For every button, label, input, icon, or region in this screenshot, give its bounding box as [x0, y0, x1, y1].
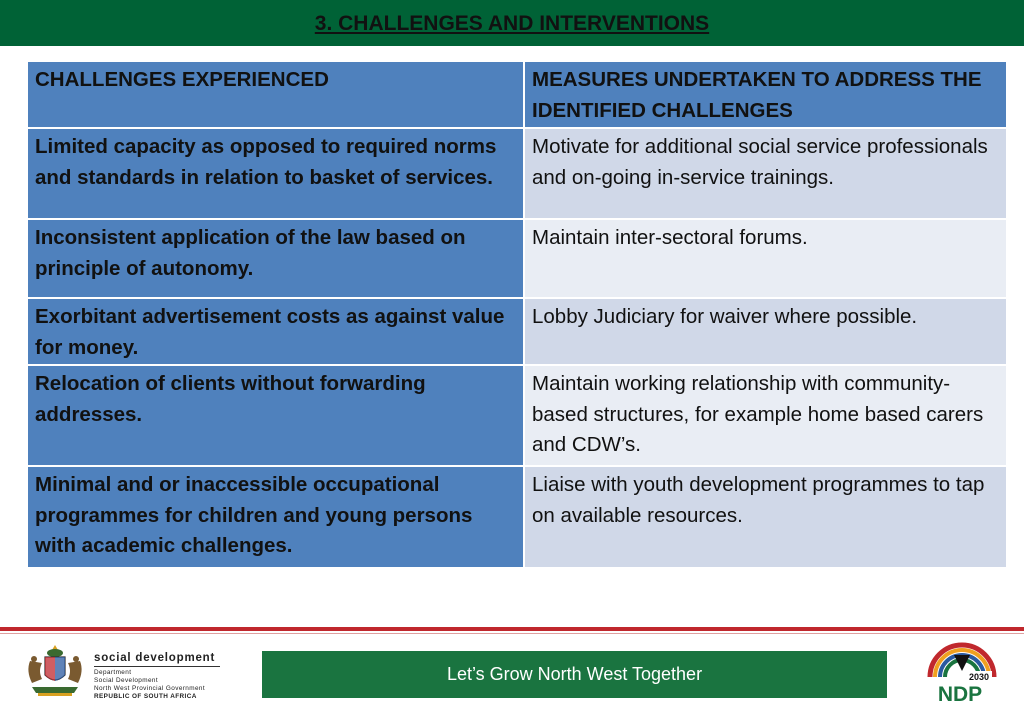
table-row	[27, 466, 1007, 568]
slogan-banner	[262, 651, 887, 698]
department-line: REPUBLIC OF SOUTH AFRICA	[94, 693, 197, 700]
coat-of-arms-icon	[22, 641, 88, 699]
header-challenges: CHALLENGES EXPERIENCED	[27, 61, 524, 128]
measure-cell: Maintain working relationship with community-based structures, for example home based carers and CDW’s.	[524, 365, 1007, 466]
measure-cell: Liaise with youth development programmes to tap on available resources.	[524, 466, 1007, 568]
challenge-cell: Minimal and or inaccessible occupational programmes for children and young persons with academic challenges.	[27, 466, 524, 568]
department-line: Social Development	[94, 677, 159, 684]
table-header-row	[27, 61, 1007, 128]
table-row	[27, 128, 1007, 219]
challenge-cell: Exorbitant advertisement costs as against value for money.	[27, 298, 524, 365]
challenge-cell: Relocation of clients without forwarding addresses.	[27, 365, 524, 466]
challenge-cell: Inconsistent application of the law based on principle of autonomy.	[27, 219, 524, 298]
challenges-table	[26, 60, 1008, 569]
ndp-logo-icon	[926, 641, 998, 703]
measure-cell: Maintain inter-sectoral forums.	[524, 219, 1007, 298]
page-title: 3. CHALLENGES AND INTERVENTIONS	[314, 12, 710, 35]
table-row	[27, 365, 1007, 466]
department-line: Department	[94, 669, 132, 676]
measure-cell: Motivate for additional social service professionals and on-going in-service trainings.	[524, 128, 1007, 219]
department-line: North West Provincial Government	[94, 685, 206, 692]
footer-divider-thin	[0, 633, 1024, 634]
measure-cell: Lobby Judiciary for waiver where possible.	[524, 298, 1007, 365]
department-block	[94, 652, 234, 701]
ndp-text: NDP	[937, 683, 983, 703]
header-measures: MEASURES UNDERTAKEN TO ADDRESS THE IDENTIFIED CHALLENGES	[524, 61, 1007, 128]
footer-divider	[0, 627, 1024, 631]
slogan-text: Let’s Grow North West Together	[446, 664, 703, 684]
table-row	[27, 298, 1007, 365]
department-name: social development	[94, 652, 216, 664]
department-rule	[94, 666, 220, 667]
ndp-year: 2030	[968, 672, 990, 682]
table-row	[27, 219, 1007, 298]
challenge-cell: Limited capacity as opposed to required norms and standards in relation to basket of services.	[27, 128, 524, 219]
